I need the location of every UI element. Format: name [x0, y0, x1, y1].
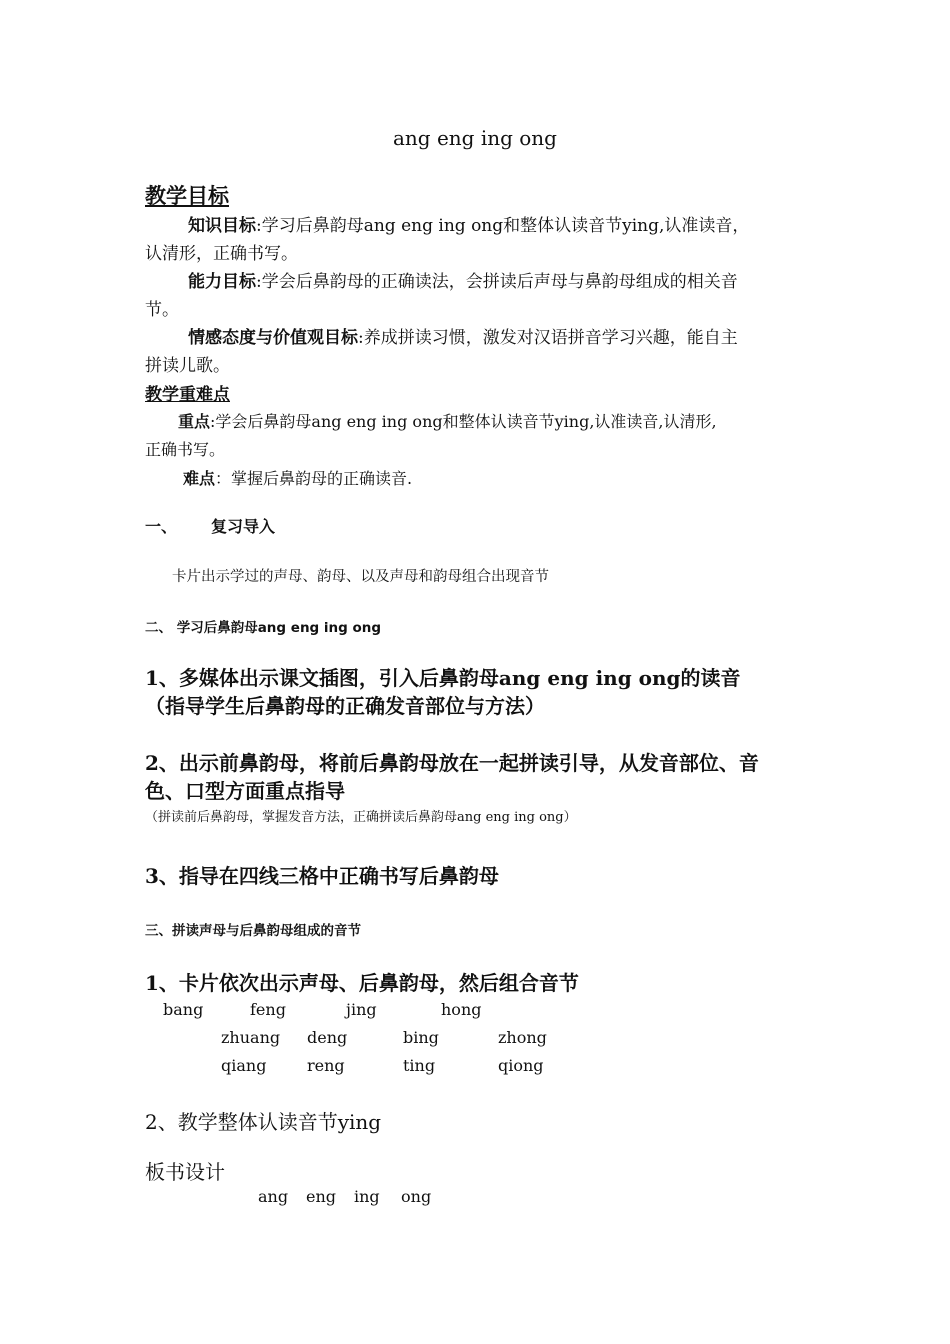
syllable-bing: bing	[403, 1028, 439, 1047]
syllable-zhong: zhong	[498, 1028, 547, 1047]
ability-label: 能力目标	[188, 272, 256, 292]
knowledge-text-cont: 认清形，正确书写。	[145, 244, 298, 264]
focus-label: 重点	[178, 412, 211, 431]
ability-objective	[188, 267, 738, 292]
board-heading: 板书设计	[145, 1160, 225, 1184]
section2-item1-cont: （指导学生后鼻韵母的正确发音部位与方法）	[145, 694, 545, 718]
board-final-eng: eng	[306, 1187, 337, 1206]
syllable-feng: feng	[250, 1000, 286, 1019]
syllable-qiong: qiong	[498, 1056, 544, 1075]
section3-item1: 1、卡片依次出示声母、后鼻韵母，然后组合音节	[145, 971, 579, 995]
ability-text: :学会后鼻韵母的正确读法，会拼读后声母与鼻韵母组成的相关音	[256, 272, 738, 292]
syllable-reng: reng	[307, 1056, 345, 1075]
difficulty-point	[183, 466, 412, 489]
syllable-zhuang: zhuang	[221, 1028, 281, 1047]
section2-item2: 2、出示前鼻韵母，将前后鼻韵母放在一起拼读引导，从发音部位、音	[145, 751, 759, 775]
difficulty-label: 难点	[183, 469, 216, 488]
section2-item2-note: （拼读前后鼻韵母，掌握发音方法，正确拼读后鼻韵母ang eng ing ong）	[145, 810, 577, 825]
section1-heading: 复习导入	[211, 517, 276, 536]
difficulty-text: ：掌握后鼻韵母的正确读音.	[215, 469, 413, 488]
focus-text-cont: 正确书写。	[145, 440, 226, 459]
key-points-heading: 教学重难点	[145, 385, 230, 405]
emotion-text-cont: 拼读儿歌。	[145, 356, 230, 376]
section2-item1: 1、多媒体出示课文插图，引入后鼻韵母ang eng ing ong的读音	[145, 666, 741, 690]
focus-point	[178, 409, 717, 432]
ability-text-cont: 节。	[145, 300, 179, 320]
syllable-qiang: qiang	[221, 1056, 267, 1075]
objectives-heading: 教学目标	[145, 184, 229, 208]
section1-body: 卡片出示学过的声母、韵母、以及声母和韵母组合出现音节	[172, 569, 549, 585]
emotion-label: 情感态度与价值观目标	[188, 328, 358, 348]
section3-heading: 三、拼读声母与后鼻韵母组成的音节	[145, 923, 361, 939]
emotion-text: :养成拼读习惯，激发对汉语拼音学习兴趣，能自主	[358, 328, 738, 348]
section2-item3: 3、指导在四线三格中正确书写后鼻韵母	[145, 864, 499, 888]
board-final-ing: ing	[354, 1187, 380, 1206]
knowledge-objective	[188, 211, 749, 236]
section1-number: 一、	[145, 517, 178, 536]
knowledge-text: :学习后鼻韵母ang eng ing ong和整体认读音节ying,认准读音，	[256, 216, 750, 236]
board-final-ong: ong	[401, 1187, 432, 1206]
section2-item2-cont: 色、口型方面重点指导	[145, 779, 345, 803]
syllable-deng: deng	[307, 1028, 348, 1047]
document-title: ang eng ing ong	[392, 126, 557, 150]
focus-text: :学会后鼻韵母ang eng ing ong和整体认读音节ying,认准读音,认清形,	[210, 412, 717, 431]
emotion-objective	[188, 323, 738, 348]
syllable-hong: hong	[441, 1000, 482, 1019]
knowledge-label: 知识目标	[188, 216, 256, 236]
syllable-bang: bang	[163, 1000, 204, 1019]
syllable-ting: ting	[403, 1056, 436, 1075]
board-final-ang: ang	[258, 1187, 289, 1206]
syllable-jing: jing	[346, 1000, 377, 1019]
section3-item2: 2、教学整体认读音节ying	[145, 1110, 382, 1134]
section2-heading: 二、 学习后鼻韵母ang eng ing ong	[145, 620, 382, 636]
